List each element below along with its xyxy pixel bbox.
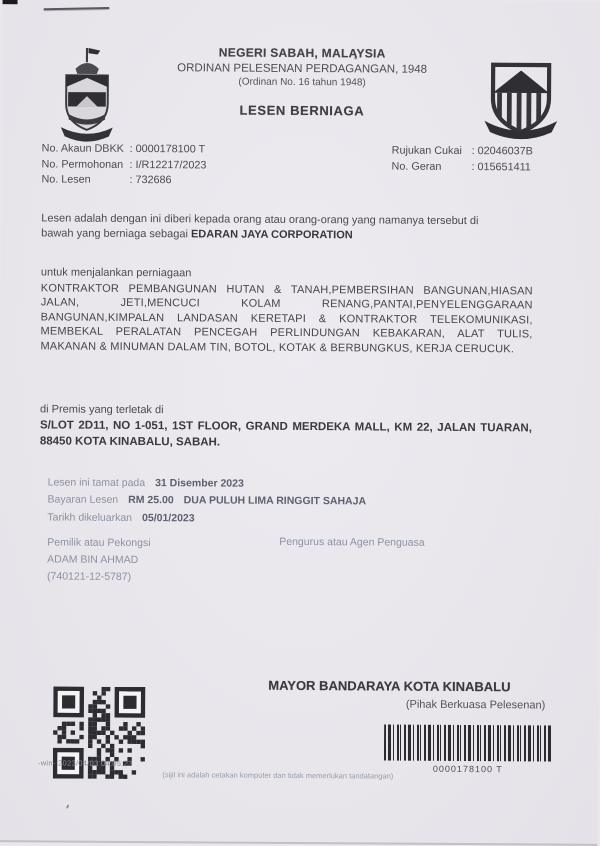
barcode-number: 0000178100 T <box>432 763 503 775</box>
activities-text: KONTRAKTOR PEMBANGUNAN HUTAN & TANAH,PEMBERSIHAN BANGUNAN,HIASAN JALAN, JETI,MENCUCI KOLAM RENANG,PANTAI,PENYELENGGARAAN BANGUNAN,KIMPALAN LANDASAN KERETAPI & KONTRAKTOR TELEKOMUNIKASI, MEMBEKAL PERALATAN PENCEGAH PERLINDUNGAN KEBAKARAN, ALAT TULIS, MAKANAN & MINUMAN DALAM TIN, BOTOL, KOTAK & BERBUNGKUS, KERJA CERUCUK. <box>40 282 533 355</box>
premises-address: S/LOT 2D11, NO 1-051, 1ST FLOOR, GRAND MERDEKA MALL, KM 22, JALAN TUARAN, 88450 KOTA KINABALU, SABAH. <box>39 419 533 449</box>
expiry-label: Lesen ini tamat pada <box>47 476 146 490</box>
business-name: EDARAN JAYA CORPORATION <box>190 228 353 242</box>
manager-label: Pengurus atau Agen Penguasa <box>279 535 425 549</box>
ref-row-tax <box>392 144 533 160</box>
authority-section <box>233 678 545 712</box>
barcode <box>384 725 552 762</box>
ref-label: No. Geran <box>391 160 442 173</box>
ref-label: No. Permohonan <box>41 157 124 171</box>
computer-print-footnote: (sijil ini adalah cetakan komputer dan tidak memerlukan tandatangan) <box>162 770 394 781</box>
pen-mark <box>44 7 110 10</box>
validity-section <box>47 474 366 528</box>
fee-in-words: DUA PULUH LIMA RINGGIT SAHAJA <box>183 494 367 508</box>
ref-row-grant <box>392 159 533 175</box>
issued-row <box>47 509 366 528</box>
issued-label: Tarikh dikeluarkan <box>47 511 133 524</box>
owner-label: Pemilik atau Pekongsi <box>47 536 151 550</box>
reference-numbers <box>41 141 571 191</box>
authority-name: MAYOR BANDARAYA KOTA KINABALU <box>268 677 511 695</box>
ref-label: No. Akaun DBKK <box>41 142 124 155</box>
scan-speck <box>66 804 69 808</box>
fee-amount: RM 25.00 <box>128 494 174 507</box>
expiry-row <box>48 474 367 493</box>
ref-value: : 015651411 <box>472 160 531 176</box>
fee-row <box>47 492 366 511</box>
document-header <box>132 45 472 119</box>
qr-caption: -win- 2023/04/03 04:05:23 <box>37 758 133 768</box>
premises-intro: di Premis yang terletak di <box>40 403 164 417</box>
scan-corner-artifact <box>3 0 18 4</box>
dbkk-crest-icon <box>479 59 564 146</box>
ref-value: : 732686 <box>129 173 171 189</box>
owner-name: ADAM BIN AHMAD <box>47 553 139 567</box>
authority-subtitle: (Pihak Berkuasa Pelesenan) <box>405 698 546 712</box>
grant-text: Lesen adalah dengan ini diberi kepada orang atau orang-orang yang namanya tersebut di bawah yang berniaga sebagai <box>41 212 479 241</box>
expiry-date: 31 Disember 2023 <box>155 477 244 490</box>
owner-ic-number: (740121-12-5787) <box>47 570 132 583</box>
ref-value: : 0000178100 T <box>130 142 206 158</box>
refs-right-column <box>392 144 533 176</box>
ref-value: : 02046037B <box>472 144 533 160</box>
fee-label: Bayaran Lesen <box>47 493 119 507</box>
ref-row-license <box>41 172 571 191</box>
owner-section <box>47 534 151 586</box>
ordinance-subtitle: (Ordinan No. 16 tahun 1948) <box>238 76 366 89</box>
ref-value: : I/R12217/2023 <box>130 157 207 173</box>
license-title: LESEN BERNIAGA <box>239 102 365 119</box>
scan-edge <box>0 840 597 846</box>
grant-paragraph <box>41 211 513 244</box>
ref-label: No. Lesen <box>41 173 91 186</box>
ref-label: Rujukan Cukai <box>391 144 462 157</box>
issued-date: 05/01/2023 <box>142 511 195 524</box>
sabah-crest-icon <box>48 46 127 142</box>
state-title: NEGERI SABAH, MALAYSIA <box>218 45 386 61</box>
activities-intro: untuk menjalankan perniagaan <box>40 266 192 280</box>
ordinance-title: ORDINAN PELESENAN PERDAGANGAN, 1948 <box>177 62 428 76</box>
